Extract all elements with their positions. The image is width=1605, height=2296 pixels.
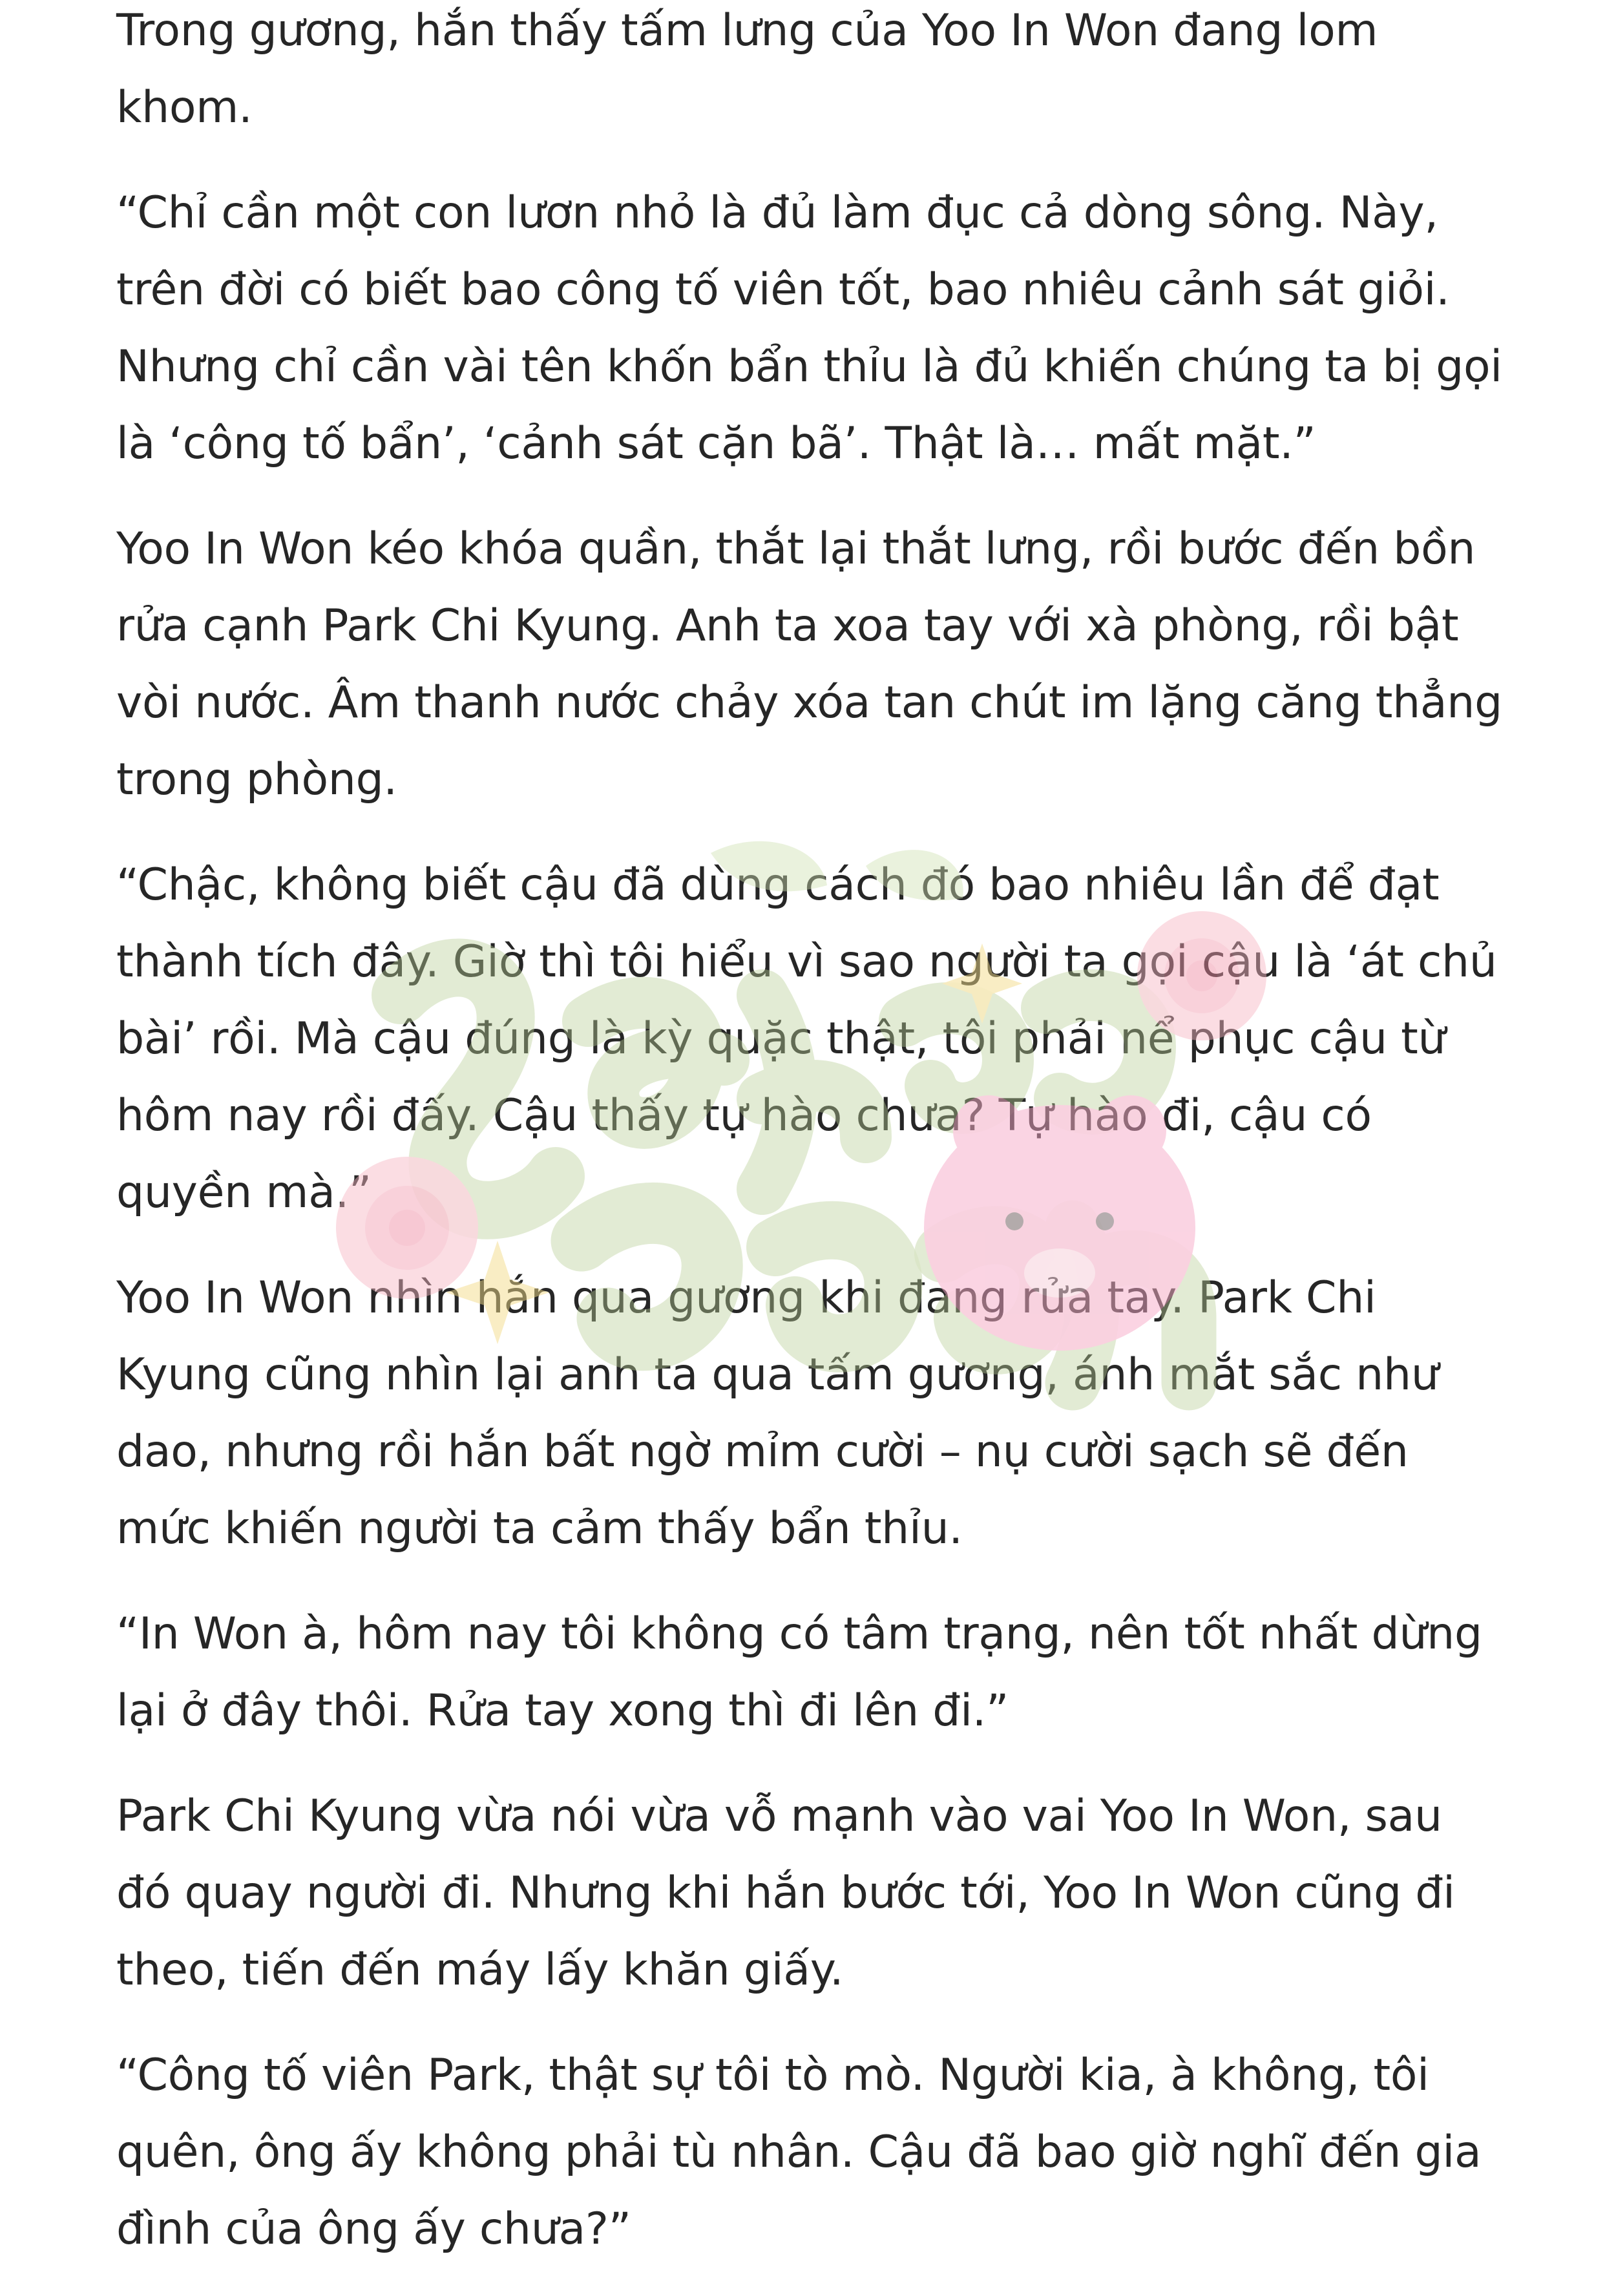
paragraph-7: Park Chi Kyung vừa nói vừa vỗ mạnh vào vai Yoo In Won, sau đó quay người đi. Nhưng khi hắn bước tới, Yoo In Won cũng đi theo, tiến đến máy lấy khăn giấy. (116, 1791, 1455, 1996)
paragraph-3: Yoo In Won kéo khóa quần, thắt lại thắt lưng, rồi bước đến bồn rửa cạnh Park Chi Kyung. Anh ta xoa tay với xà phòng, rồi bật vòi nước. Âm thanh nước chảy xóa tan chút im lặng căng thẳng trong phòng. (116, 523, 1502, 805)
paragraph-1: Trong gương, hắn thấy tấm lưng của Yoo In Won đang lom khom. (116, 5, 1378, 133)
chapter-text (116, 0, 1505, 2296)
paragraph-8: “Công tố viên Park, thật sự tôi tò mò. Người kia, à không, tôi quên, ông ấy không phải tù nhân. Cậu đã bao giờ nghĩ đến gia đình của ông ấy chưa?” (116, 2050, 1482, 2255)
paragraph-5: Yoo In Won nhìn hắn qua gương khi đang rửa tay. Park Chi Kyung cũng nhìn lại anh ta qua tấm gương, ánh mắt sắc như dao, nhưng rồi hắn bất ngờ mỉm cười – nụ cười sạch sẽ đến mức khiến người ta cảm thấy bẩn thỉu. (116, 1272, 1439, 1554)
paragraph-6: “In Won à, hôm nay tôi không có tâm trạng, nên tốt nhất dừng lại ở đây thôi. Rửa tay xong thì đi lên đi.” (116, 1608, 1482, 1736)
paragraph-2: “Chỉ cần một con lươn nhỏ là đủ làm đục cả dòng sông. Này, trên đời có biết bao công tố viên tốt, bao nhiêu cảnh sát giỏi. Nhưng chỉ cần vài tên khốn bẩn thỉu là đủ khiến chúng ta bị gọi là ‘công tố bẩn’, ‘cảnh sát cặn bã’. Thật là… mất mặt.” (116, 187, 1502, 469)
paragraph-4: “Chậc, không biết cậu đã dùng cách đó bao nhiêu lần để đạt thành tích đây. Giờ thì tôi hiểu vì sao người ta gọi cậu là ‘át chủ bài’ rồi. Mà cậu đúng là kỳ quặc thật, tôi phải nể phục cậu từ hôm nay rồi đấy. Cậu thấy tự hào chưa? Tự hào đi, cậu có quyền mà.” (116, 859, 1497, 1218)
